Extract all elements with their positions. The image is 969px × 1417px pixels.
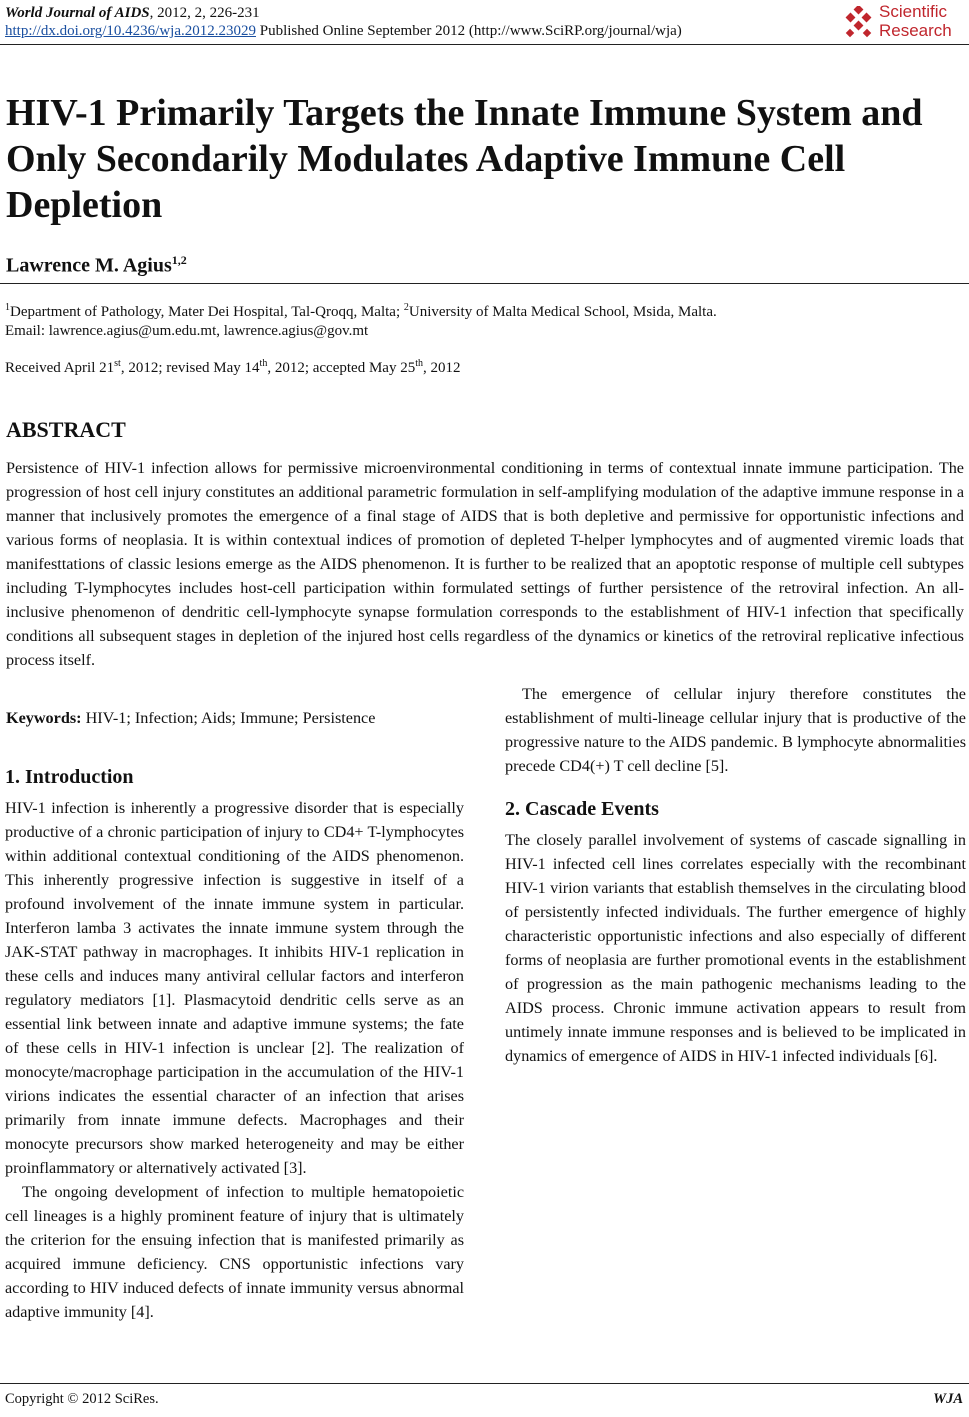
right-column [505, 682, 966, 1068]
author-name: Lawrence M. Agius [6, 254, 172, 277]
revised-text: , 2012; revised May 14 [120, 360, 260, 376]
doi-link[interactable]: http://dx.doi.org/10.4236/wja.2012.23029 [5, 23, 256, 39]
revised-sup: th [259, 358, 268, 369]
section-1-heading: 1. Introduction [5, 766, 134, 788]
abstract-heading: ABSTRACT [6, 417, 126, 442]
journal-header [5, 4, 682, 40]
header-divider [0, 44, 969, 45]
volume-info: , 2012, 2, 226-231 [149, 5, 260, 21]
logo-text-2: Research [879, 21, 952, 40]
keywords-label: Keywords: [6, 709, 82, 727]
received-text: Received April 21 [5, 360, 115, 376]
keywords [6, 709, 375, 728]
scientific-research-logo-icon [843, 6, 875, 40]
journal-abbrev: WJA [933, 1391, 963, 1407]
affiliation-1: Department of Pathology, Mater Dei Hospital, Tal-Qroqq, Malta; [10, 304, 404, 320]
aff1-sup: 1 [5, 302, 10, 313]
paper-title: HIV-1 Primarily Targets the Innate Immune System and Only Secondarily Modulates Adaptive Immune Cell Depletion [6, 92, 923, 226]
published-info: Published Online September 2012 (http://www.SciRP.org/journal/wja) [255, 23, 682, 39]
affiliation-2: University of Malta Medical School, Msida, Malta. [408, 304, 717, 320]
section-1-paragraph-1: HIV-1 infection is inherently a progressive disorder that is especially productive of a chronic participation of injury to CD4+ T-lymphocytes within additional contextual conditioning of the AIDS phenomenon. This inherently progressive infection is suggestive in itself of a profound involvement of the innate immune system in particular. Interferon lamba 3 activates the innate immune system through the JAK-STAT pathway in macrophages. It inhibits HIV-1 replication in these cells and induces many antiviral cellular factors and interferon regulatory mediators [1]. Plasmacytoid dendritic cells serve as an essential link between innate and adaptive immune systems; the fate of these cells in HIV-1 infection is unclear [2]. The realization of monocyte/macrophage participation in the accumulation of the HIV-1 virions indicates the essential character of an infection that arises primarily from innate immune defects. Macrophages and their monocyte precursors show marked heterogeneity and may be either proinflammatory or alternatively activated [3]. [5, 799, 464, 1177]
section-2-heading: 2. Cascade Events [505, 798, 659, 820]
accepted-sup: th [415, 358, 423, 369]
journal-name: World Journal of AIDS [5, 5, 150, 21]
affiliations [5, 298, 717, 341]
section-1-paragraph-2: The ongoing development of infection to multiple hematopoietic cell lineages is a highly prominent feature of injury that is ultimately the criterion for the ensuing infection that is manifested primarily as acquired immune deficiency. CNS opportunistic infections vary according to HIV induced defects of innate immunity versus abnormal adaptive immunity [4]. [5, 1183, 464, 1321]
abstract-text: Persistence of HIV-1 infection allows for permissive microenvironmental conditioning in terms of contextual innate immune participation. The progression of host cell injury constitutes an additional parametric formulation in self-amplifying modulation of the adaptive immune response in a manner that inclusively promotes the emergence of a final stage of AIDS that is both depletive and permissive for opportunistic infections and various forms of neoplasia. It is within contextual indices of promotion of depleted T-helper lymphocytes and of augmented viremic loads that manifesttations of classic lesions emerge as the AIDS phenomenon. It is further to be realized that an apoptotic response of multiple cell subtypes including T-lymphocytes includes host-cell participation within formulated settings of further persistence of the retroviral infection. An all-inclusive phenomenon of dendritic cell-lymphocyte synapse formulation corresponds to the establishment of HIV-1 infection that specifically conditions all subsequent stages in depletion of the injured host cells regardless of the dynamics or kinetics of the retroviral replicative infectious process itself. [6, 459, 964, 669]
received-sup: st [114, 358, 121, 369]
author-sup: 1,2 [171, 253, 187, 267]
author-divider [0, 283, 969, 284]
left-column [5, 764, 464, 1324]
accepted-text: , 2012; accepted May 25 [267, 360, 416, 376]
publisher-logo [843, 2, 963, 44]
logo-text-1: Scientific [879, 2, 948, 21]
received-dates [5, 358, 460, 377]
keywords-text: HIV-1; Infection; Aids; Immune; Persistence [81, 709, 376, 727]
section-1-paragraph-3: The emergence of cellular injury therefore constitutes the establishment of multi-lineage cellular injury that is productive of the progressive nature to the AIDS pandemic. B lymphocyte abnormalities precede CD4(+) T cell decline [5]. [505, 685, 966, 775]
footer-divider [0, 1383, 969, 1384]
aff2-sup: 2 [403, 302, 409, 313]
copyright: Copyright © 2012 SciRes. [5, 1391, 159, 1407]
email: Email: lawrence.agius@um.edu.mt, lawrence.agius@gov.mt [5, 323, 369, 339]
author [6, 253, 187, 278]
accepted-year: , 2012 [422, 360, 461, 376]
section-2-paragraph-1: The closely parallel involvement of systems of cascade signalling in HIV-1 infected cell lines correlates especially with the recombinant HIV-1 virion variants that establish themselves in the circulating blood of persistently infected individuals. The further emergence of highly characteristic opportunistic infections and also especially of different forms of neoplasia are further promotional events in the establishment of progression as the main pathogenic mechanisms leading to the AIDS process. Chronic immune activation appears to result from untimely innate immune responses and is believed to be implicated in dynamics of emergence of AIDS in HIV-1 infected individuals [6]. [505, 831, 966, 1065]
